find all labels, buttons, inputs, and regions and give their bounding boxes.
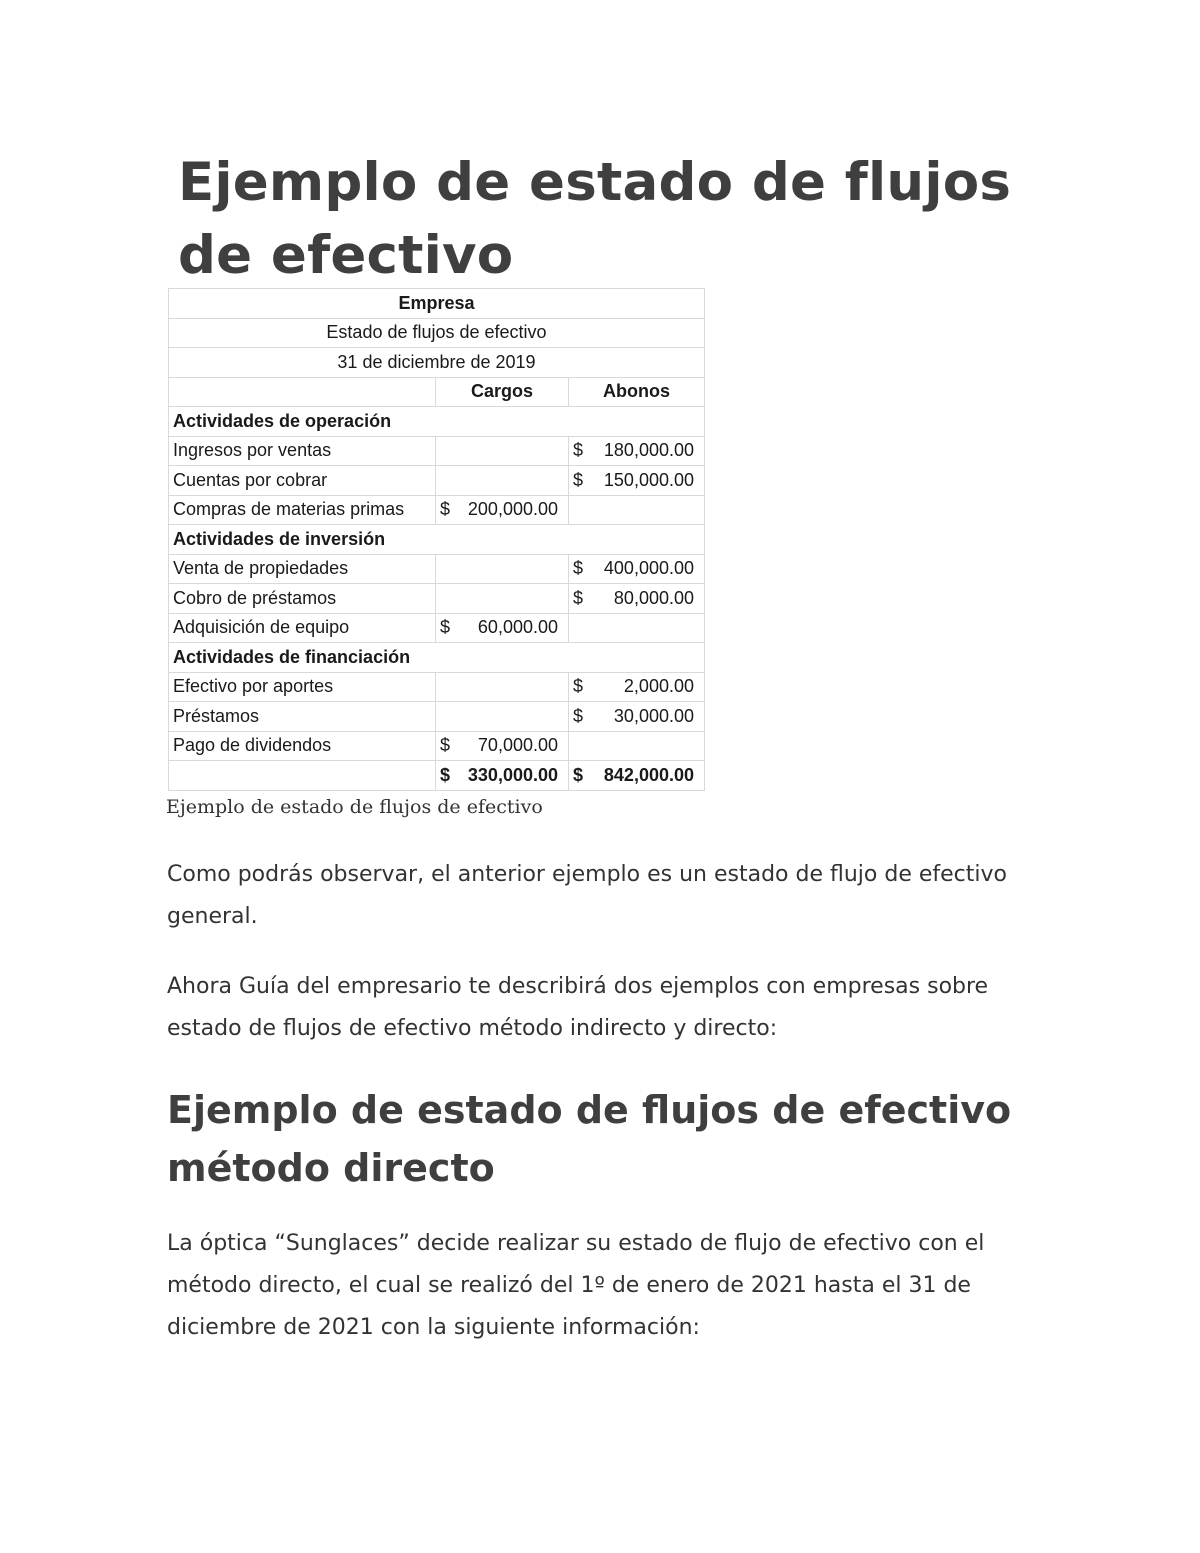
col-abonos: Abonos xyxy=(569,377,705,407)
currency-symbol: $ xyxy=(440,499,451,520)
amount-value: 200,000.00 xyxy=(467,499,558,520)
company-name: Empresa xyxy=(169,289,705,319)
amount-cell xyxy=(569,584,705,614)
table-row xyxy=(169,554,705,584)
table-row xyxy=(169,436,705,466)
cash-flow-table xyxy=(168,288,705,791)
row-label: Préstamos xyxy=(169,702,436,732)
table-row xyxy=(169,702,705,732)
table-row xyxy=(169,584,705,614)
amount-value: 180,000.00 xyxy=(603,440,694,461)
table-row xyxy=(169,731,705,761)
row-label: Cuentas por cobrar xyxy=(169,466,436,496)
row-label: Cobro de préstamos xyxy=(169,584,436,614)
section-heading-cell: Actividades de financiación xyxy=(169,643,705,673)
table-row xyxy=(169,495,705,525)
table-header-row xyxy=(169,348,705,378)
currency-symbol: $ xyxy=(440,764,451,785)
amount-value: 60,000.00 xyxy=(477,617,558,638)
paragraph-3: La óptica “Sunglaces” decide realizar su estado de flujo de efectivo con el método directo, el cual se realizó del 1º de enero de 2021 hasta el 31 de diciembre de 2021 con la siguiente información: xyxy=(167,1231,985,1340)
column-header-row xyxy=(169,377,705,407)
amount-value: 80,000.00 xyxy=(613,587,694,608)
total-row xyxy=(169,761,705,791)
empty-cell xyxy=(436,466,569,496)
paragraph-2: Ahora Guía del empresario te describirá dos ejemplos con empresas sobre estado de flujos de efectivo método indirecto y directo: xyxy=(167,974,989,1041)
amount-value: 2,000.00 xyxy=(623,676,694,697)
empty-cell xyxy=(436,702,569,732)
amount-value: 30,000.00 xyxy=(613,705,694,726)
row-label: Efectivo por aportes xyxy=(169,672,436,702)
section-heading-cell: Actividades de inversión xyxy=(169,525,705,555)
currency-symbol: $ xyxy=(573,440,584,461)
section-row xyxy=(169,525,705,555)
amount-value: 330,000.00 xyxy=(467,764,558,785)
figure-caption: Ejemplo de estado de flujos de efectivo xyxy=(166,796,543,818)
section-row xyxy=(169,643,705,673)
amount-cell xyxy=(436,495,569,525)
amount-cell xyxy=(569,672,705,702)
empty-cell xyxy=(436,584,569,614)
currency-symbol: $ xyxy=(573,587,584,608)
empty-cell xyxy=(436,554,569,584)
table-row xyxy=(169,672,705,702)
table-row xyxy=(169,466,705,496)
amount-value: 150,000.00 xyxy=(603,469,694,490)
row-label: Venta de propiedades xyxy=(169,554,436,584)
amount-cell xyxy=(569,761,705,791)
amount-cell xyxy=(436,613,569,643)
row-label: Pago de dividendos xyxy=(169,731,436,761)
section-row xyxy=(169,407,705,437)
currency-symbol: $ xyxy=(573,705,584,726)
currency-symbol: $ xyxy=(573,558,584,579)
amount-value: 70,000.00 xyxy=(477,735,558,756)
statement-name: Estado de flujos de efectivo xyxy=(169,318,705,348)
amount-cell xyxy=(569,554,705,584)
empty-cell xyxy=(569,613,705,643)
amount-cell xyxy=(569,436,705,466)
col-cargos: Cargos xyxy=(436,377,569,407)
section-heading: Ejemplo de estado de flujos de efectivo método directo xyxy=(167,1088,1012,1190)
amount-cell xyxy=(569,702,705,732)
empty-cell xyxy=(169,761,436,791)
empty-cell xyxy=(436,672,569,702)
amount-cell xyxy=(436,731,569,761)
amount-value: 400,000.00 xyxy=(603,558,694,579)
row-label: Adquisición de equipo xyxy=(169,613,436,643)
amount-cell xyxy=(436,761,569,791)
currency-symbol: $ xyxy=(573,469,584,490)
table-body xyxy=(169,289,705,791)
empty-cell xyxy=(569,495,705,525)
table-header-row xyxy=(169,289,705,319)
row-label: Compras de materias primas xyxy=(169,495,436,525)
currency-symbol: $ xyxy=(440,735,451,756)
page-title: Ejemplo de estado de flujos de efectivo xyxy=(178,152,1012,286)
statement-date: 31 de diciembre de 2019 xyxy=(169,348,705,378)
empty-cell xyxy=(436,436,569,466)
amount-cell xyxy=(569,466,705,496)
table-row xyxy=(169,613,705,643)
amount-value: 842,000.00 xyxy=(603,764,694,785)
currency-symbol: $ xyxy=(573,764,584,785)
empty-cell xyxy=(569,731,705,761)
section-heading-cell: Actividades de operación xyxy=(169,407,705,437)
table-header-row xyxy=(169,318,705,348)
row-label: Ingresos por ventas xyxy=(169,436,436,466)
currency-symbol: $ xyxy=(440,617,451,638)
paragraph-1: Como podrás observar, el anterior ejemplo es un estado de flujo de efectivo general. xyxy=(167,862,1007,929)
currency-symbol: $ xyxy=(573,676,584,697)
empty-cell xyxy=(169,377,436,407)
